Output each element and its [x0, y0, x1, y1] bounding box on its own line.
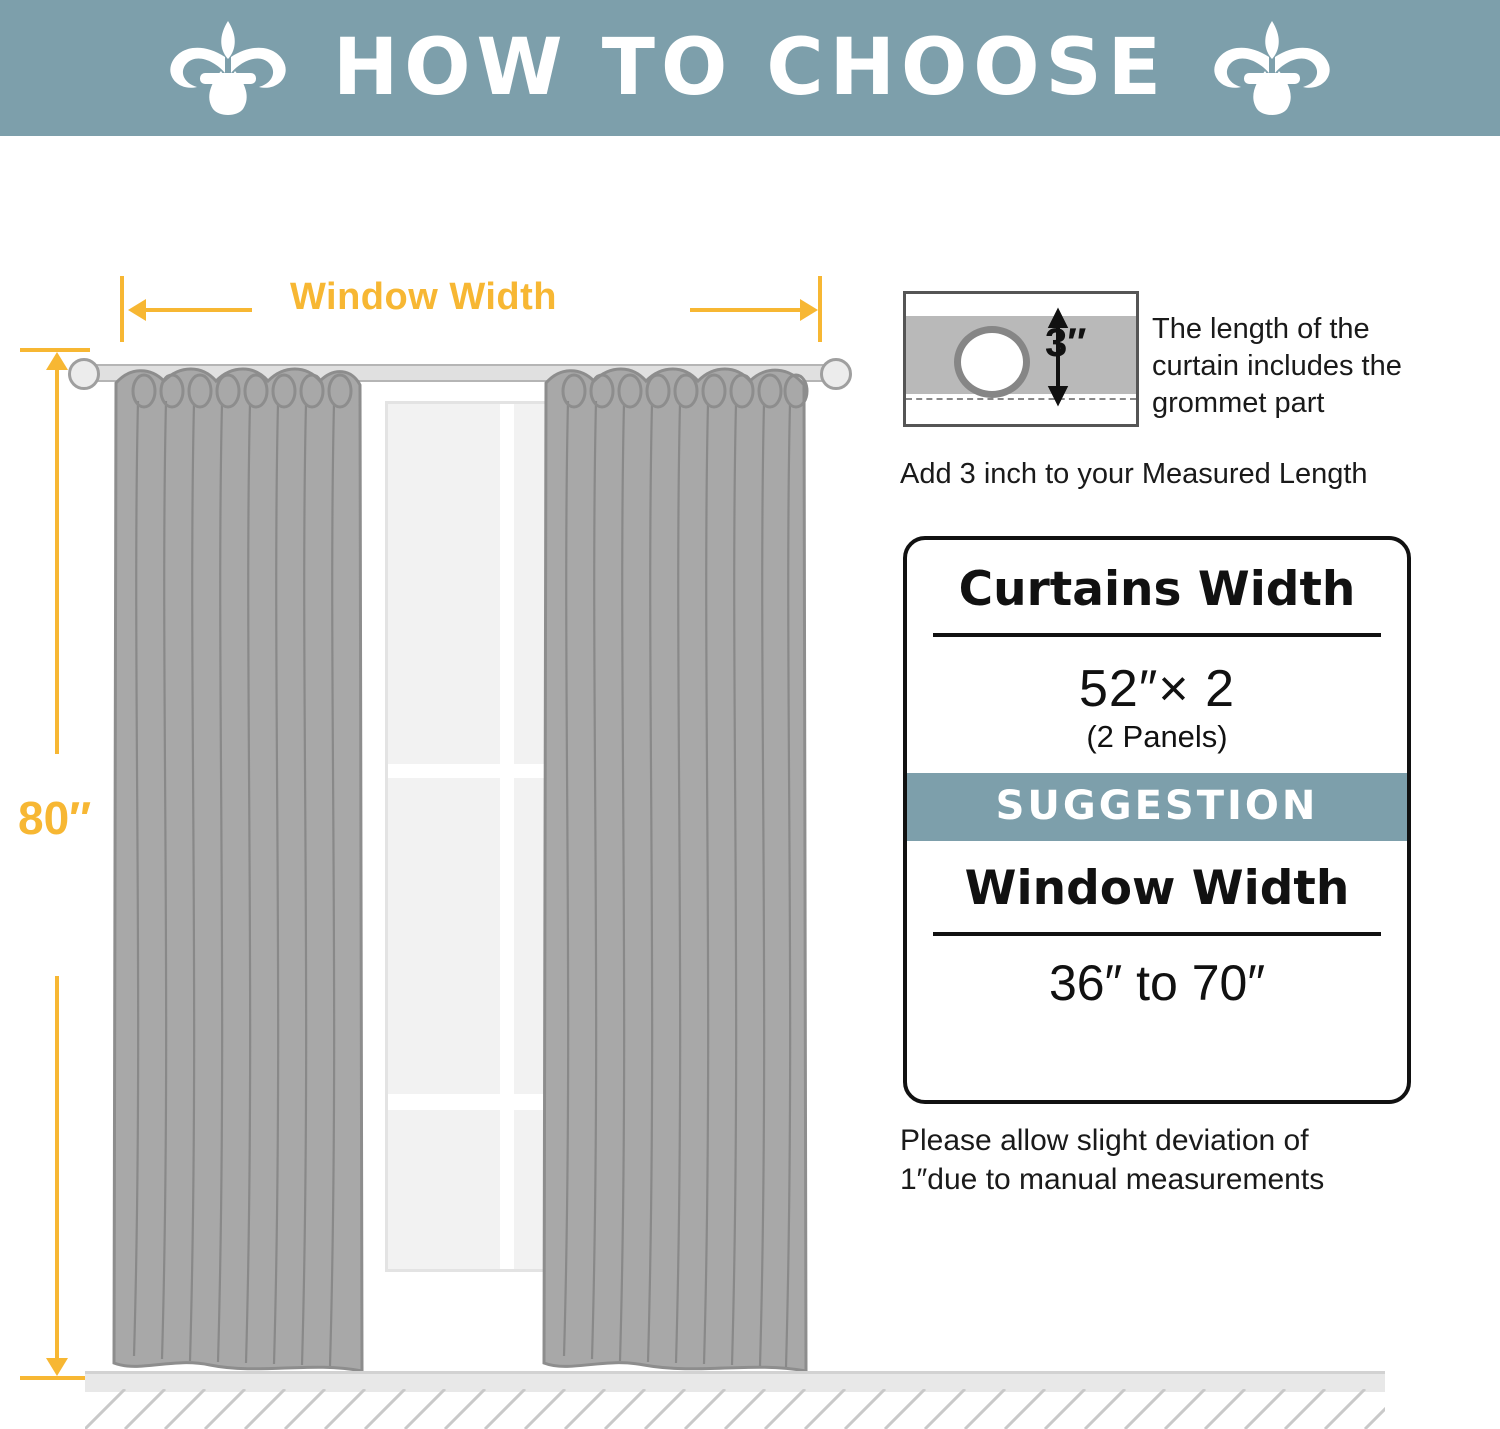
diagram-stage	[0, 136, 1500, 1404]
width-tick-left	[120, 276, 124, 342]
deviation-note-line2: 1″due to manual measurements	[900, 1163, 1325, 1196]
fleur-de-lis-icon	[153, 13, 303, 123]
width-arrow-line-right	[690, 308, 810, 312]
spec-card-size: 52″× 2	[1079, 660, 1235, 718]
window-mullion-vertical	[500, 404, 514, 1269]
page-title: HOW TO CHOOSE	[332, 23, 1168, 113]
curtain-rod-finial-right	[820, 358, 852, 390]
deviation-note	[900, 1121, 1420, 1199]
curtain-rod-finial-left	[68, 358, 100, 390]
spec-card	[903, 536, 1411, 1104]
spec-card-panels: (2 Panels)	[1086, 719, 1228, 754]
spec-card-range: 36″ to 70″	[1048, 955, 1266, 1011]
width-tick-right	[818, 276, 822, 342]
width-arrowhead-left	[128, 299, 146, 321]
height-arrowhead-top	[46, 352, 68, 370]
width-arrow-line-left	[132, 308, 252, 312]
deviation-note-line1: Please allow slight deviation of	[900, 1124, 1309, 1157]
suggestion-badge: SUGGESTION	[907, 773, 1407, 841]
curtain-panel-left	[110, 361, 365, 1376]
height-arrow-line-top	[55, 364, 59, 754]
height-arrow-line-bottom	[55, 976, 59, 1366]
spec-card-subtitle: Window Width	[964, 861, 1350, 916]
add-length-note: Add 3 inch to your Measured Length	[900, 458, 1368, 490]
curtain-panel-right	[540, 361, 810, 1376]
width-arrowhead-right	[800, 299, 818, 321]
grommet-measure-label: 3″	[1045, 321, 1087, 365]
grommet-detail-illustration	[903, 291, 1139, 427]
height-tick-bottom	[20, 1376, 90, 1380]
grommet-note-text: The length of the curtain includes the grommet part	[1152, 313, 1402, 420]
fleur-de-lis-icon	[1197, 13, 1347, 123]
header-banner	[0, 0, 1500, 136]
height-arrowhead-bottom	[46, 1358, 68, 1376]
curtain-height-label: 80″	[18, 792, 92, 844]
spec-card-title: Curtains Width	[958, 562, 1356, 617]
window-width-label: Window Width	[290, 276, 558, 318]
floor-hatching	[85, 1389, 1385, 1429]
